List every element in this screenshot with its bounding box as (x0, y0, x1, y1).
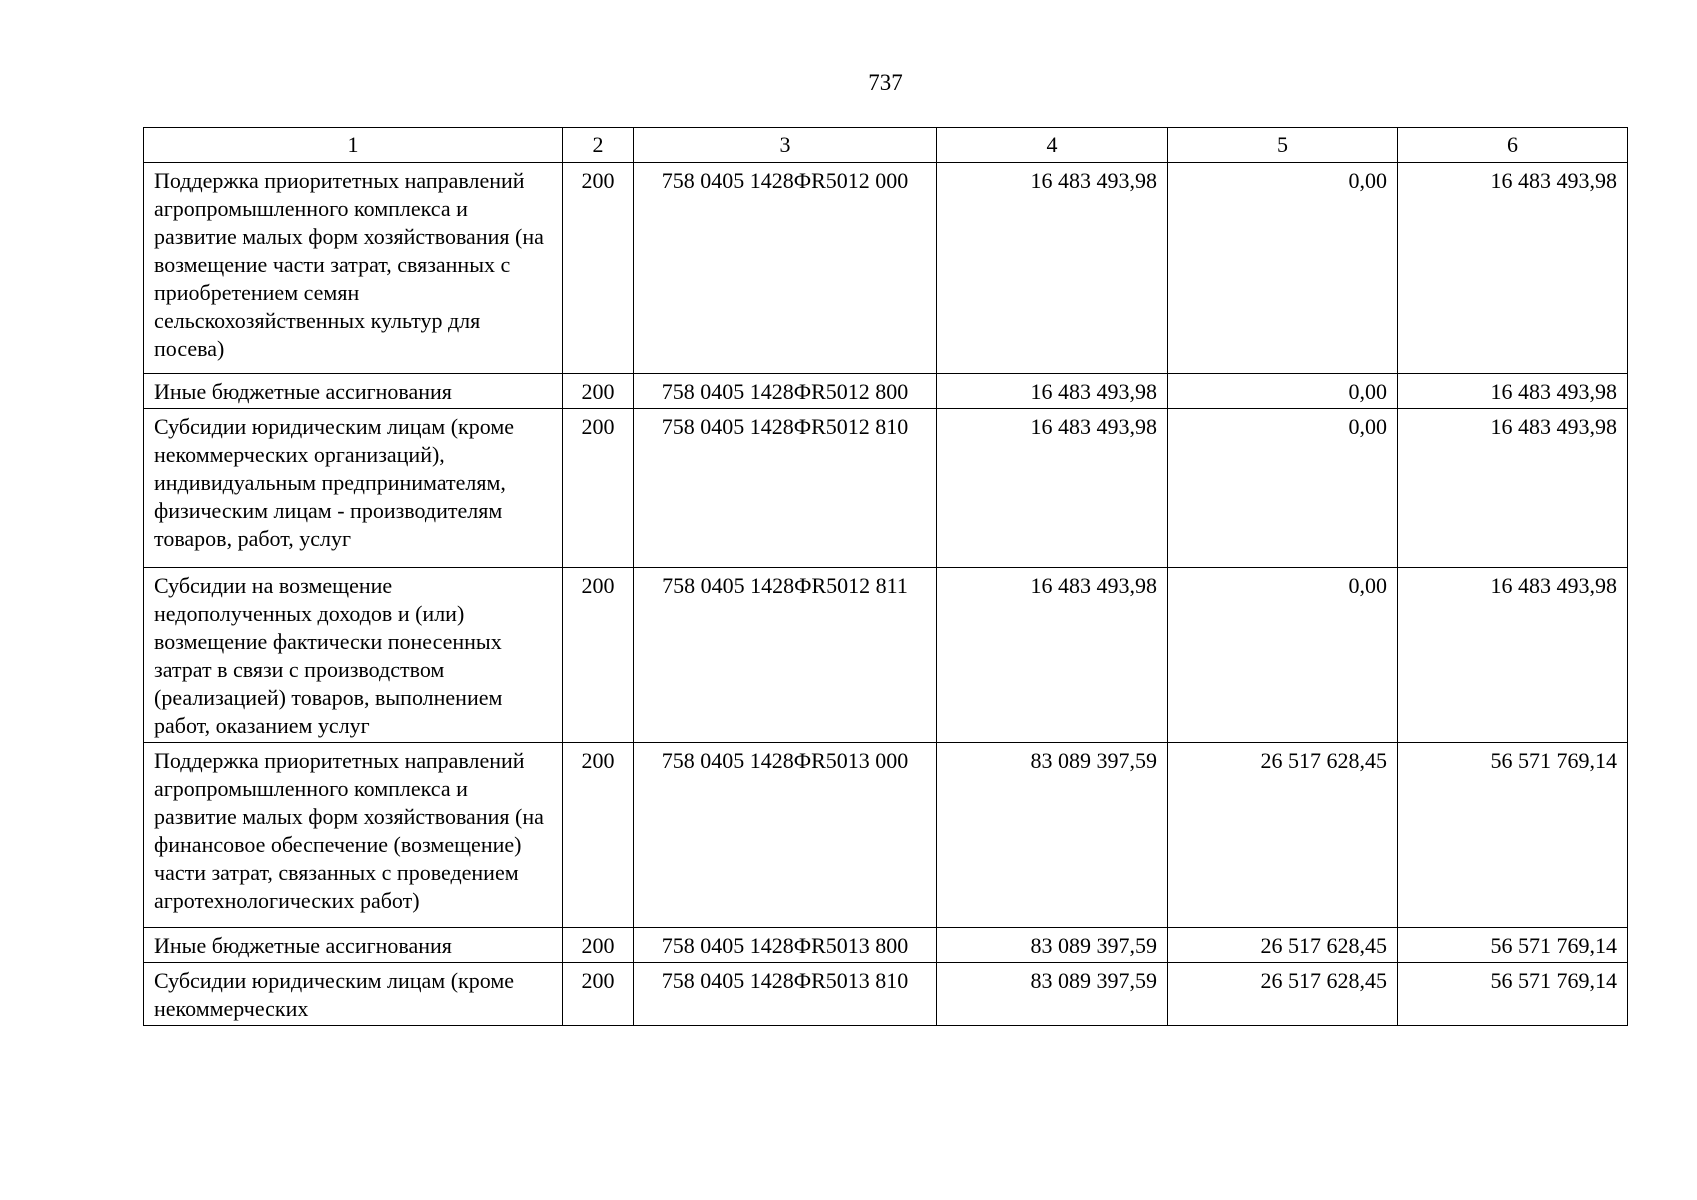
row-name: Субсидии юридическим лицам (кроме некоммерческих (144, 963, 563, 1026)
row-code: 200 (563, 409, 634, 568)
table-row (144, 163, 1628, 374)
row-value-6: 16 483 493,98 (1398, 163, 1628, 374)
row-value-4: 83 089 397,59 (937, 928, 1168, 963)
row-code: 200 (563, 374, 634, 409)
row-name: Поддержка приоритетных направлений агропромышленного комплекса и развитие малых форм хозяйствования (на возмещение части затрат, связанных с приобретением семян сельскохозяйственных культур для посева) (144, 163, 563, 374)
row-name: Поддержка приоритетных направлений агропромышленного комплекса и развитие малых форм хозяйствования (на финансовое обеспечение (возмещение) части затрат, связанных с проведением агротехнологических работ) (144, 743, 563, 928)
row-code: 200 (563, 163, 634, 374)
table-row (144, 568, 1628, 743)
row-value-4: 16 483 493,98 (937, 568, 1168, 743)
row-value-5: 26 517 628,45 (1168, 928, 1398, 963)
row-name: Иные бюджетные ассигнования (144, 374, 563, 409)
row-classification-code: 758 0405 1428ФR5012 800 (634, 374, 937, 409)
row-value-4: 16 483 493,98 (937, 409, 1168, 568)
row-code: 200 (563, 743, 634, 928)
row-name: Субсидии на возмещение недополученных доходов и (или) возмещение фактически понесенных затрат в связи с производством (реализацией) товаров, выполнением работ, оказанием услуг (144, 568, 563, 743)
table-row (144, 963, 1628, 1026)
table-row (144, 928, 1628, 963)
column-header-5: 5 (1168, 128, 1398, 163)
row-classification-code: 758 0405 1428ФR5013 800 (634, 928, 937, 963)
row-value-6: 56 571 769,14 (1398, 963, 1628, 1026)
budget-table (143, 127, 1628, 1026)
row-value-6: 16 483 493,98 (1398, 409, 1628, 568)
row-code: 200 (563, 963, 634, 1026)
row-value-6: 56 571 769,14 (1398, 928, 1628, 963)
row-value-6: 16 483 493,98 (1398, 568, 1628, 743)
row-value-5: 0,00 (1168, 163, 1398, 374)
row-value-5: 26 517 628,45 (1168, 743, 1398, 928)
row-classification-code: 758 0405 1428ФR5012 810 (634, 409, 937, 568)
row-classification-code: 758 0405 1428ФR5012 811 (634, 568, 937, 743)
row-value-4: 83 089 397,59 (937, 743, 1168, 928)
row-value-4: 83 089 397,59 (937, 963, 1168, 1026)
row-code: 200 (563, 928, 634, 963)
column-header-6: 6 (1398, 128, 1628, 163)
row-value-6: 16 483 493,98 (1398, 374, 1628, 409)
row-name: Иные бюджетные ассигнования (144, 928, 563, 963)
row-value-5: 26 517 628,45 (1168, 963, 1398, 1026)
row-code: 200 (563, 568, 634, 743)
table-row (144, 743, 1628, 928)
row-value-4: 16 483 493,98 (937, 374, 1168, 409)
page-number: 737 (868, 70, 903, 95)
column-header-2: 2 (563, 128, 634, 163)
row-name: Субсидии юридическим лицам (кроме некоммерческих организаций), индивидуальным предпринимателям, физическим лицам - производителям товаров, работ, услуг (144, 409, 563, 568)
row-value-4: 16 483 493,98 (937, 163, 1168, 374)
row-value-6: 56 571 769,14 (1398, 743, 1628, 928)
table-row (144, 374, 1628, 409)
column-header-4: 4 (937, 128, 1168, 163)
row-value-5: 0,00 (1168, 374, 1398, 409)
header-row (144, 128, 1628, 163)
column-header-3: 3 (634, 128, 937, 163)
row-value-5: 0,00 (1168, 568, 1398, 743)
row-classification-code: 758 0405 1428ФR5013 000 (634, 743, 937, 928)
row-classification-code: 758 0405 1428ФR5012 000 (634, 163, 937, 374)
row-value-5: 0,00 (1168, 409, 1398, 568)
column-header-1: 1 (144, 128, 563, 163)
table-row (144, 409, 1628, 568)
row-classification-code: 758 0405 1428ФR5013 810 (634, 963, 937, 1026)
